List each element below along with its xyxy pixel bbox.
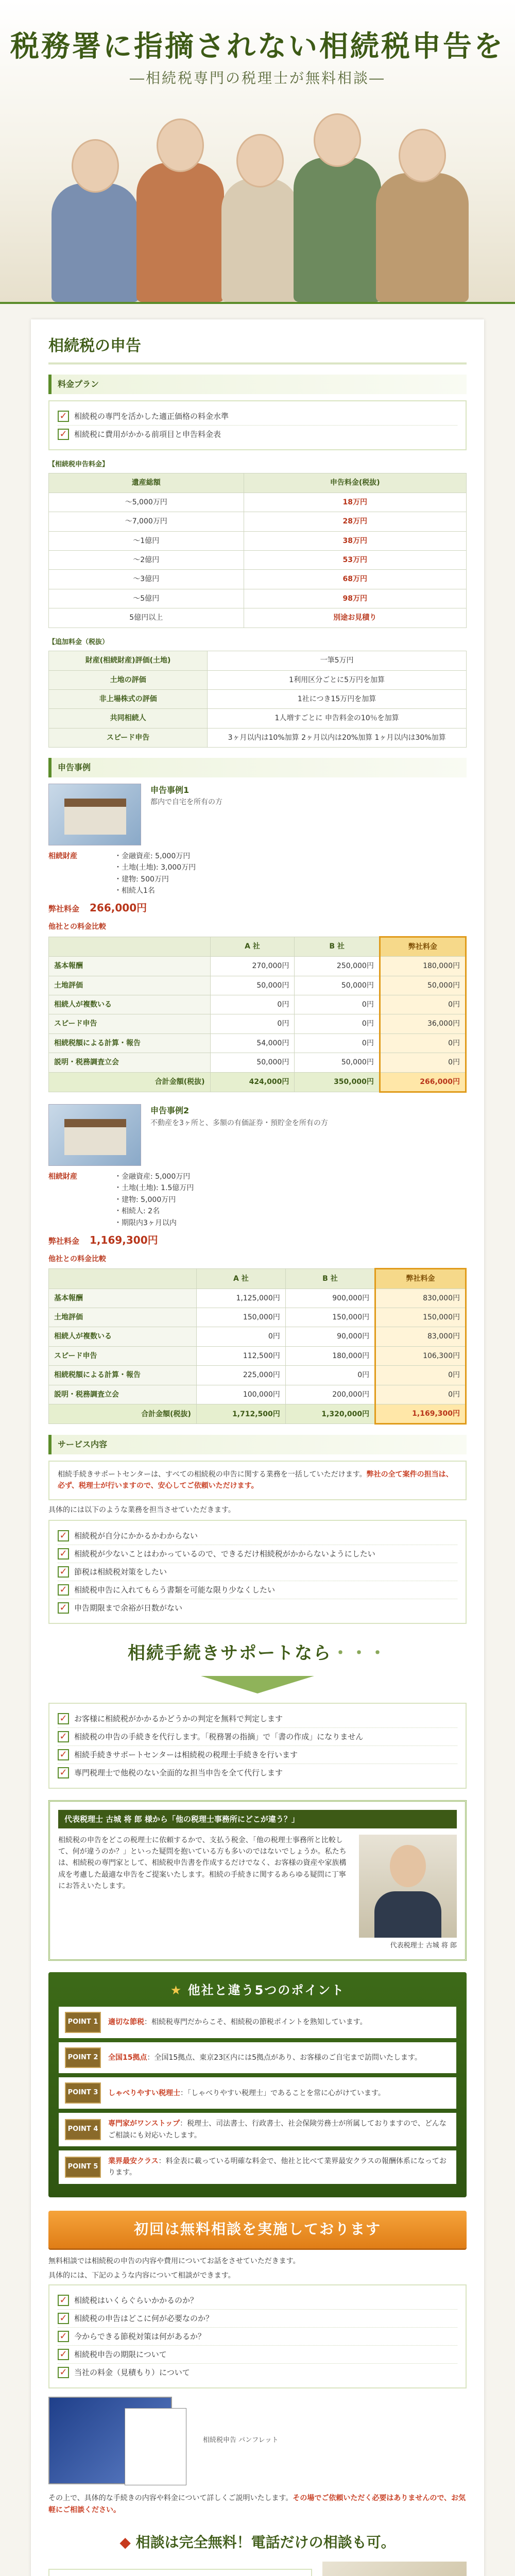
service-heading: サービス内容 [48, 1435, 467, 1454]
total-row: 合計金額(税抜) 424,000円 350,000円 266,000円 [49, 1072, 466, 1092]
table-row: 土地の評価 1利用区分ごとに5万円を加算 [49, 670, 467, 689]
points-title: ★ 他社と違う5つのポイント [170, 1983, 345, 1998]
person-figure [376, 173, 469, 302]
total-row: 合計金額(税抜) 1,712,500円 1,320,000円 1,169,300円 [49, 1404, 466, 1424]
table-row: 相続税額による計算・報告 225,000円 0円 0円 [49, 1366, 466, 1385]
compare-table: A 社 B 社 弊社料金 基本報酬 270,000円 250,000円 180,000円 土地評価 50,000円 50,000円 50,000円 相続人が複数いる 0円 0円 0円 スピード申告 0円 0円 36,000円 相続税額による計算・報告 54,000円 0円 0円 説明・税務調査立会 50,000円 50,000円 0円 合計金額(税抜) 424,000円 350,000円 266,000円 [48, 936, 467, 1093]
check-item: ✓ 相続税に費用がかかる前項目と申告料金表 [58, 426, 457, 443]
fee-table-header: 申告料金(税抜) [244, 473, 467, 493]
house-photo [48, 784, 141, 845]
table-row: 相続人が複数いる 0円 0円 0円 [49, 995, 466, 1014]
check-item: ✓ 専門税理士で他税のない全面的な担当申告を全て代行します [58, 1764, 457, 1782]
check-item: ✓ 節税は相続税対策をしたい [58, 1563, 457, 1581]
consult-topics [48, 2569, 312, 2576]
check-item: ✓ 相続税の申告の手続きを代行します。「税務署の指摘」で「書の作成」になりません [58, 1728, 457, 1746]
point-badge: POINT 5 [65, 2157, 101, 2178]
compare-title: 他社との料金比較 [48, 923, 106, 931]
table-row: 相続税額による計算・報告 54,000円 0円 0円 [49, 1033, 466, 1053]
consult-checklist [48, 2284, 467, 2388]
examples-heading: 申告事例 [48, 758, 467, 777]
star-icon: ★ [170, 1983, 183, 1998]
check-icon: ✓ [58, 1767, 69, 1778]
profile-text: 相続税の申告をどこの税理士に依頼するかで、支払う税金、「他の税理士事務所と比較して、何が違うのか？」といった疑問を抱いている方も多いのではないでしょうか。私たちは、相続税の専門家として、相続税申告書を作成するだけでなく、お客様の資産や家族構成を考慮した最適な申告をご提案いたします。相続の手続きに関するあらゆる疑問に丁寧にお答えいたします。 [58, 1836, 347, 1891]
check-icon: ✓ [58, 2331, 69, 2342]
point-badge: POINT 4 [65, 2119, 101, 2140]
photo-caption: 代表税理士 古城 将 郎 [390, 1941, 457, 1950]
check-icon: ✓ [58, 1548, 69, 1560]
fee-plan-heading: 料金プラン [48, 375, 467, 394]
check-icon: ✓ [58, 1530, 69, 1541]
point-badge: POINT 3 [65, 2082, 101, 2104]
point-item: POINT 3 しゃべりやすい税理士：「しゃべりやすい税理士」であることを常に心がけています。 [59, 2077, 456, 2109]
check-icon: ✓ [58, 1584, 69, 1596]
point-badge: POINT 1 [65, 2012, 101, 2033]
table-row: ～5億円 98万円 [49, 589, 467, 608]
table-row: 共同相続人 1人増すごとに 申告料金の10％を加算 [49, 709, 467, 728]
support-checklist [48, 1703, 467, 1789]
pamphlet-image [48, 2397, 172, 2484]
five-points [48, 1972, 467, 2197]
check-item: ✓ 当社の料金（見積もり）について [58, 2364, 457, 2381]
check-item: ✓ 相続税の申告はどこに何が必要なのか？ [58, 2310, 457, 2328]
table-row: ～2億円 53万円 [49, 550, 467, 569]
case-label: 申告事例1 [150, 785, 190, 795]
case-desc: 不動産を3ヶ所と、多額の有価証券・預貯金を所有の方 [150, 1118, 328, 1127]
hero-title: 税務署に指摘されない相続税申告を [10, 29, 505, 63]
case-2 [48, 1104, 467, 1166]
pamphlet [48, 2397, 467, 2484]
check-icon: ✓ [58, 2295, 69, 2306]
case-1 [48, 784, 467, 845]
add-fee-table [48, 651, 467, 748]
person-figure [52, 183, 139, 302]
case-label: 申告事例2 [150, 1105, 190, 1115]
table-row: スピード申告 3ヶ月以内は10%加算 2ヶ月以内は20%加算 1ヶ月以内は30%加算 [49, 728, 467, 747]
table-row: 基本報酬 270,000円 250,000円 180,000円 [49, 957, 466, 976]
point-badge: POINT 2 [65, 2047, 101, 2069]
representative-photo [359, 1835, 457, 1938]
compare-table: A 社 B 社 弊社料金 基本報酬 1,125,000円 900,000円 830,000円 土地評価 150,000円 150,000円 150,000円 相続人が複数いる 0円 90,000円 83,000円 スピード申告 112,500円 180,000円 106,300円 相続税額による計算・報告 225,000円 0円 0円 説明・税務調査立会 100,000円 200,000円 0円 合計金額(税抜) 1,712,500円 1,320,000円 1,169,300円 [48, 1268, 467, 1425]
table-row: ～7,000万円 28万円 [49, 512, 467, 531]
free-consult-banner: 初回は無料相談を実施しております [48, 2211, 467, 2248]
arrow-down-icon [201, 1676, 314, 1693]
person-figure [136, 163, 224, 302]
table-row: 非上場株式の評価 1社につき15万円を加算 [49, 690, 467, 709]
house-photo [48, 1104, 141, 1166]
check-icon: ✓ [58, 1566, 69, 1578]
check-icon: ✓ [58, 429, 69, 440]
table-row: 説明・税務調査立会 100,000円 200,000円 0円 [49, 1385, 466, 1404]
service-note: 具体的には以下のような業務を担当させていただきます。 [48, 1505, 235, 1514]
check-icon: ✓ [58, 2367, 69, 2378]
case-details: 相続財産 ・ 金融資産: 5,000万円 ・ 土地(土地): 1.5億万円 ・ 建物: 5,000万円 ・ 相続人: 2名 ・ 期限内3ヶ月以内 [48, 1171, 467, 1229]
consultation-photo [322, 2562, 467, 2576]
check-item: ✓ 相続税はいくらぐらいかかるのか？ [58, 2292, 457, 2310]
check-icon: ✓ [58, 2349, 69, 2360]
hero-subtitle: ―相続税専門の税理士が無料相談― [129, 70, 385, 87]
check-icon: ✓ [58, 411, 69, 422]
consult-title: ◆ 相談は完全無料！電話だけの相談も可。 [119, 2534, 396, 2551]
check-item: ✓ 相続税申告の期限について [58, 2346, 457, 2364]
point-item: POINT 2 全国15拠点：全国15拠点、東京23区内には5拠点があり、お客様のご自宅まで訪問いたします。 [59, 2042, 456, 2074]
table-row: 5億円以上 別途お見積り [49, 608, 467, 628]
service-description: 相続手続きサポートセンターは、すべての相続税の申告に関する業務を一括していただけます。弊社の全て案件の担当は、必ず、税理士が行いますので、安心してご依頼いただけます。 [48, 1461, 467, 1500]
check-item: ✓ 相続手続きサポートセンターは相続税の税理士手続きを行います [58, 1746, 457, 1764]
table-row: 土地評価 50,000円 50,000円 50,000円 [49, 976, 466, 995]
add-fee-caption: 【追加料金（税抜） [48, 638, 109, 646]
compare-title: 他社との料金比較 [48, 1255, 106, 1263]
check-icon: ✓ [58, 1731, 69, 1742]
fee-table-caption: 【相続税申告料金】 [48, 460, 109, 468]
table-row: スピード申告 112,500円 180,000円 106,300円 [49, 1346, 466, 1365]
check-item: ✓ 申告期限まで余裕が日数がない [58, 1599, 457, 1617]
check-item: ✓ 今からできる節税対策は何があるか？ [58, 2328, 457, 2346]
consult-note: その上で、具体的な手続きの内容や料金について詳しくご説明いたします。その場でご依頼いただく必要はありませんので、お気軽にご相談ください。 [48, 2494, 466, 2514]
check-icon: ✓ [58, 1713, 69, 1724]
check-item: ✓ 相続税が少ないことはわかっているので、できるだけ相続税がかからないようにしたい [58, 1545, 457, 1563]
fee-plan-checklist [48, 400, 467, 450]
check-icon: ✓ [58, 2313, 69, 2324]
diamond-icon: ◆ [119, 2534, 131, 2551]
check-item: ✓ お客様に相続税がかかるかどうかの判定を無料で判定します [58, 1710, 457, 1728]
section-title: 相続税の申告 [48, 334, 467, 364]
check-item: ✓ 相続税の専門を活かした適正価格の料金水準 [58, 408, 457, 426]
fee-table [48, 473, 467, 628]
table-row: 土地評価 150,000円 150,000円 150,000円 [49, 1308, 466, 1327]
table-row: 相続人が複数いる 0円 90,000円 83,000円 [49, 1327, 466, 1346]
case-fee: 弊社料金 1,169,300円 [48, 1233, 158, 1246]
hero [0, 0, 515, 304]
person-figure [294, 158, 381, 302]
table-row: ～5,000万円 18万円 [49, 493, 467, 512]
pamphlet-caption: 相続税申告 パンフレット [203, 2436, 279, 2444]
point-item: POINT 1 適切な節税：相続税専門だからこそ、相続税の節税ポイントを熟知しています。 [59, 2007, 456, 2038]
table-row: 基本報酬 1,125,000円 900,000円 830,000円 [49, 1289, 466, 1308]
main-panel [31, 319, 484, 2576]
free-consult-text: 無料相談では相続税の申告の内容や費用についてお話をさせていただきます。 具体的には、下記のような内容について相談ができます。 [48, 2257, 300, 2280]
table-row: ～1億円 38万円 [49, 531, 467, 550]
service-checklist [48, 1520, 467, 1624]
table-row: ～3億円 68万円 [49, 570, 467, 589]
person-figure [221, 178, 299, 302]
check-item: ✓ 相続税申告に入れてもらう書類を可能な限り少なくしたい [58, 1581, 457, 1599]
check-icon: ✓ [58, 1749, 69, 1760]
table-row: スピード申告 0円 0円 36,000円 [49, 1014, 466, 1033]
case-details: 相続財産 ・ 金融資産: 5,000万円 ・ 土地(土地): 3,000万円 ・ 建物: 500万円 ・ 相続人1名 [48, 851, 467, 897]
fee-table-header: 遺産総額 [49, 473, 244, 493]
check-item: ✓ 相続税が自分にかかるかわからない [58, 1527, 457, 1545]
point-item: POINT 4 専門家がワンストップ：税理士、司法書士、行政書士、社会保険労務士が所属しておりますので、どんなご相談にも対応いたします。 [59, 2113, 456, 2146]
representative-profile [48, 1800, 467, 1961]
profile-heading: 代表税理士 古城 将 郎 様から「他の税理士事務所にどこが違う？」 [58, 1810, 457, 1828]
check-icon: ✓ [58, 1602, 69, 1614]
case-fee: 弊社料金 266,000円 [48, 902, 147, 914]
case-desc: 都内で自宅を所有の方 [150, 798, 222, 807]
table-row: 説明・税務調査立会 50,000円 50,000円 0円 [49, 1053, 466, 1072]
point-item: POINT 5 業界最安クラス：料金表に載っている明確な料金で、他社と比べて業界最安クラスの報酬体系になっております。 [59, 2150, 456, 2184]
table-row: 財産(相続財産)評価(土地) 一筆5万円 [49, 651, 467, 670]
hero-people-image [46, 106, 469, 302]
support-banner: 相続手続きサポートなら・・・ [128, 1643, 387, 1664]
